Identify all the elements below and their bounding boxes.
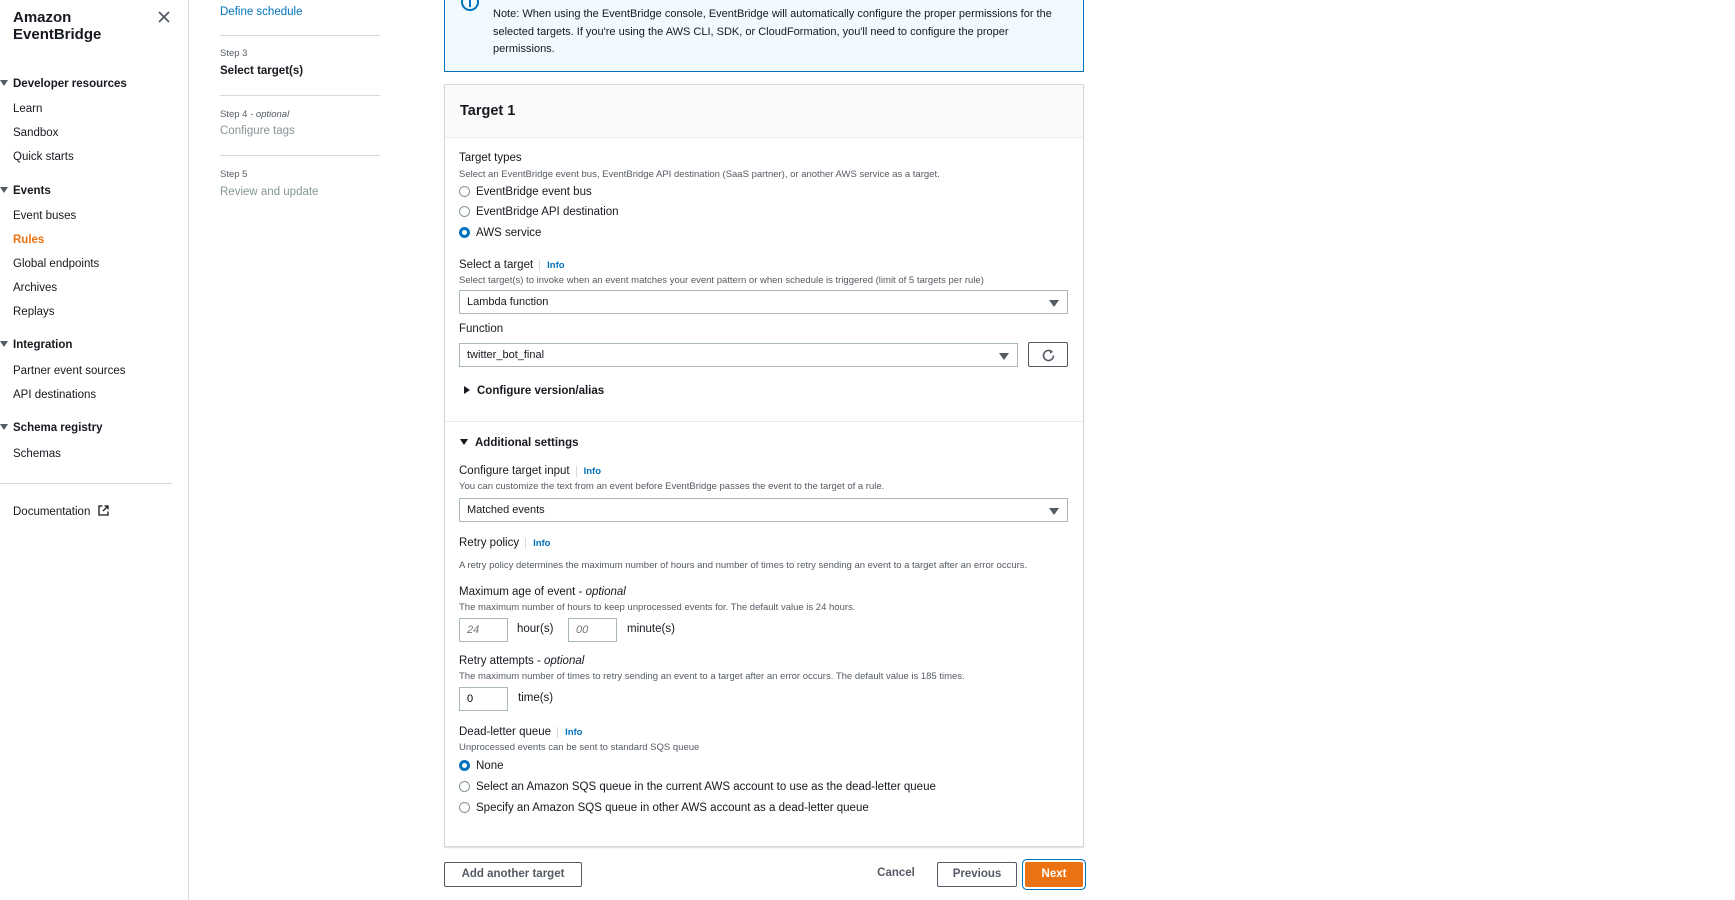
step-4-number: Step 4 - optional [220, 109, 290, 120]
retry-attempts-description: The maximum number of times to retry sending an event to a target after an error occurs. The default value is 185 times. [459, 671, 965, 682]
radio-button[interactable] [459, 802, 470, 813]
retry-policy-label: Retry policy Info [459, 537, 551, 549]
nav-item-rules[interactable]: Rules [13, 234, 45, 246]
nav-item-documentation[interactable]: Documentation [13, 505, 109, 518]
select-target-description: Select target(s) to invoke when an event matches your event pattern or when schedule is triggered (limit of 5 targets per rule) [459, 275, 984, 286]
caret-down-icon [999, 353, 1009, 360]
radio-button-selected[interactable] [459, 760, 470, 771]
nav-item-sandbox[interactable]: Sandbox [13, 127, 59, 139]
step-4-label: Configure tags [220, 125, 295, 137]
step-3-label: Select target(s) [220, 65, 304, 77]
side-navigation [0, 0, 189, 900]
nav-item-schemas[interactable]: Schemas [13, 448, 61, 460]
cancel-button[interactable]: Cancel [877, 867, 915, 879]
target-input-description: You can customize the text from an event before EventBridge passes the event to the target of a rule. [459, 481, 885, 492]
info-icon [460, 0, 480, 15]
refresh-button[interactable] [1028, 342, 1068, 367]
close-icon[interactable] [155, 8, 173, 26]
nav-section-schema-registry[interactable]: Schema registry [0, 422, 103, 434]
nav-item-learn[interactable]: Learn [13, 103, 43, 115]
radio-button-selected[interactable] [459, 227, 470, 238]
nav-section-integration[interactable]: Integration [0, 339, 72, 351]
refresh-icon [1041, 348, 1056, 363]
external-link-icon [98, 505, 109, 516]
radio-button[interactable] [459, 781, 470, 792]
caret-right-icon [464, 386, 470, 394]
function-label: Function [459, 323, 504, 335]
info-link[interactable]: Info [539, 260, 564, 271]
max-age-hours-input[interactable] [459, 618, 508, 642]
nav-item-archives[interactable]: Archives [13, 282, 58, 294]
nav-divider [0, 483, 172, 484]
hours-unit-label: hour(s) [517, 623, 554, 635]
step-separator [220, 155, 380, 156]
max-age-minutes-input[interactable] [568, 618, 617, 642]
nav-item-replays[interactable]: Replays [13, 306, 55, 318]
info-link[interactable]: Info [576, 466, 601, 477]
radio-dlq-current-account[interactable]: Select an Amazon SQS queue in the current AWS account to use as the dead-letter queue [459, 781, 936, 793]
next-button[interactable]: Next [1025, 862, 1083, 887]
radio-aws-service[interactable]: AWS service [459, 227, 541, 239]
max-age-label: Maximum age of event - optional [459, 586, 626, 598]
nav-section-events[interactable]: Events [0, 185, 51, 197]
caret-down-icon [0, 80, 8, 86]
caret-down-icon [1049, 508, 1059, 515]
step-define-schedule-link[interactable]: Define schedule [220, 6, 303, 18]
step-5-number: Step 5 [220, 169, 248, 180]
minutes-unit-label: minute(s) [627, 623, 675, 635]
radio-eventbridge-event-bus[interactable]: EventBridge event bus [459, 186, 592, 198]
step-separator [220, 35, 380, 36]
dlq-description: Unprocessed events can be sent to standard SQS queue [459, 742, 700, 753]
caret-down-icon [0, 187, 8, 193]
previous-button[interactable]: Previous [937, 862, 1017, 887]
radio-eventbridge-api-destination[interactable]: EventBridge API destination [459, 206, 619, 218]
caret-down-icon [0, 424, 8, 430]
retry-attempts-input[interactable] [459, 687, 508, 711]
banner-text: Note: When using the EventBridge console, EventBridge will automatically configure the proper permissions for the selected targets. If you're using the AWS CLI, SDK, or CloudFormation, you'll need to configure the proper permissions. [493, 8, 1052, 55]
nav-title[interactable]: Amazon EventBridge [13, 9, 102, 43]
target-input-label: Configure target input Info [459, 465, 602, 477]
info-banner [444, 0, 1084, 72]
additional-settings-expander[interactable]: Additional settings [460, 437, 579, 449]
info-link[interactable]: Info [525, 538, 550, 549]
section-divider [445, 421, 1083, 422]
nav-item-api-destinations[interactable]: API destinations [13, 389, 97, 401]
nav-section-developer-resources[interactable]: Developer resources [0, 78, 127, 90]
nav-item-partner-event-sources[interactable]: Partner event sources [13, 365, 126, 377]
target-title: Target 1 [460, 103, 516, 119]
panel-header [445, 85, 1083, 138]
retry-attempts-label: Retry attempts - optional [459, 655, 585, 667]
times-unit-label: time(s) [518, 692, 554, 704]
target-types-label: Target types [459, 152, 522, 164]
radio-button[interactable] [459, 186, 470, 197]
retry-policy-description: A retry policy determines the maximum number of hours and number of times to retry sending an event to a target after an error occurs. [459, 560, 1028, 571]
info-link[interactable]: Info [557, 727, 582, 738]
target-types-description: Select an EventBridge event bus, EventBridge API destination (SaaS partner), or another AWS service as a target. [459, 169, 940, 180]
caret-down-icon [1049, 300, 1059, 307]
step-5-label: Review and update [220, 186, 319, 198]
radio-button[interactable] [459, 206, 470, 217]
radio-dlq-other-account[interactable]: Specify an Amazon SQS queue in other AWS account as a dead-letter queue [459, 802, 869, 814]
nav-item-global-endpoints[interactable]: Global endpoints [13, 258, 100, 270]
dlq-label: Dead-letter queue Info [459, 726, 583, 738]
configure-version-alias-expander[interactable]: Configure version/alias [464, 385, 604, 397]
radio-dlq-none[interactable]: None [459, 760, 504, 772]
target-select[interactable]: Lambda function [459, 290, 1068, 314]
max-age-description: The maximum number of hours to keep unprocessed events for. The default value is 24 hours. [459, 602, 856, 613]
select-target-label: Select a target Info [459, 259, 565, 271]
target-input-select[interactable]: Matched events [459, 498, 1068, 522]
add-another-target-button[interactable]: Add another target [444, 862, 582, 887]
step-separator [220, 95, 380, 96]
caret-down-icon [0, 341, 8, 347]
step-3-number: Step 3 [220, 48, 248, 59]
nav-item-quick-starts[interactable]: Quick starts [13, 151, 74, 163]
nav-item-event-buses[interactable]: Event buses [13, 210, 77, 222]
function-select[interactable]: twitter_bot_final [459, 343, 1018, 367]
caret-down-icon [460, 439, 468, 445]
